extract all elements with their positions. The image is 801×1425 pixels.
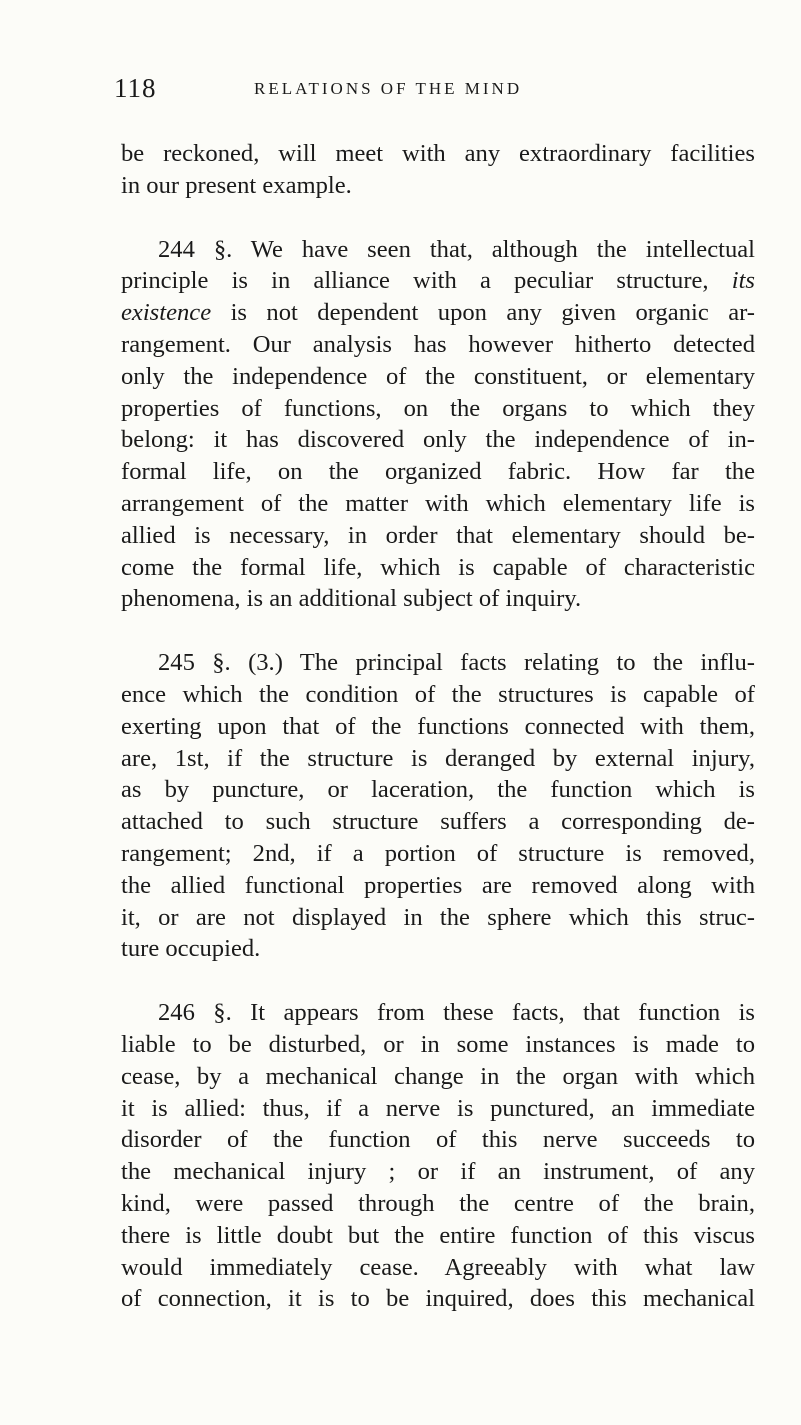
text-line: be reckoned, will meet with any extraordinary facilities [121, 140, 755, 167]
text-line: it, or are not displayed in the sphere which this struc- [121, 903, 755, 931]
text-line: allied is necessary, in order that elementary should be- [121, 521, 755, 549]
text-line: attached to such structure suffers a corresponding de- [121, 808, 755, 836]
text-line: the mechanical injury ; or if an instrument, of any [121, 1158, 755, 1186]
text-line: only the independence of the constituent, or elementary [121, 362, 755, 390]
paragraph-246 [121, 997, 755, 1315]
text-line: are, 1st, if the structure is deranged by external injury, [121, 744, 755, 772]
text-line: cease, by a mechanical change in the organ with which [121, 1062, 755, 1090]
text-line: come the formal life, which is capable of characteristic [121, 553, 755, 581]
paragraph-244 [121, 234, 755, 616]
text-line: kind, were passed through the centre of the brain, [121, 1189, 755, 1217]
paragraph-245 [121, 647, 755, 965]
text-line: as by puncture, or laceration, the function which is [121, 776, 755, 804]
text-line: principle is in alliance with a peculiar structure, its [121, 267, 755, 295]
page-header [114, 70, 754, 110]
text-line: would immediately cease. Agreeably with what law [121, 1253, 755, 1281]
text-line: ence which the condition of the structures is capable of [121, 680, 755, 708]
text-line: rangement. Our analysis has however hitherto detected [121, 330, 755, 358]
body-text [121, 138, 755, 1315]
page-number: 118 [114, 73, 157, 103]
text-line: properties of functions, on the organs to which they [121, 394, 755, 422]
text-line: it is allied: thus, if a nerve is punctured, an immediate [121, 1094, 755, 1122]
text-line: liable to be disturbed, or in some instances is made to [121, 1030, 755, 1058]
text-line: of connection, it is to be inquired, does this mechanical [121, 1285, 755, 1313]
paragraph [121, 138, 755, 202]
text-line: 246 §. It appears from these facts, that function is [158, 999, 755, 1027]
text-line: belong: it has discovered only the independence of in- [121, 426, 755, 454]
text-line: rangement; 2nd, if a portion of structure is removed, [121, 839, 755, 867]
text-line: exerting upon that of the functions connected with them, [121, 712, 755, 740]
text-line: disorder of the function of this nerve succeeds to [121, 1126, 755, 1154]
running-head: RELATIONS OF THE MIND [254, 79, 523, 98]
text-line: arrangement of the matter with which elementary life is [121, 489, 755, 517]
text-line: in our present example. [121, 171, 352, 199]
text-line: phenomena, is an additional subject of inquiry. [121, 585, 582, 613]
text-line: the allied functional properties are removed along with [121, 871, 755, 899]
text-line: ture occupied. [121, 935, 261, 963]
text-line: formal life, on the organized fabric. How far the [121, 458, 755, 486]
text-line: 245 §. (3.) The principal facts relating to the influ- [158, 649, 755, 677]
text-line: there is little doubt but the entire function of this viscus [121, 1221, 755, 1249]
text-line: 244 §. We have seen that, although the intellectual [158, 235, 755, 263]
text-line: existence is not dependent upon any given organic ar- [121, 299, 755, 327]
